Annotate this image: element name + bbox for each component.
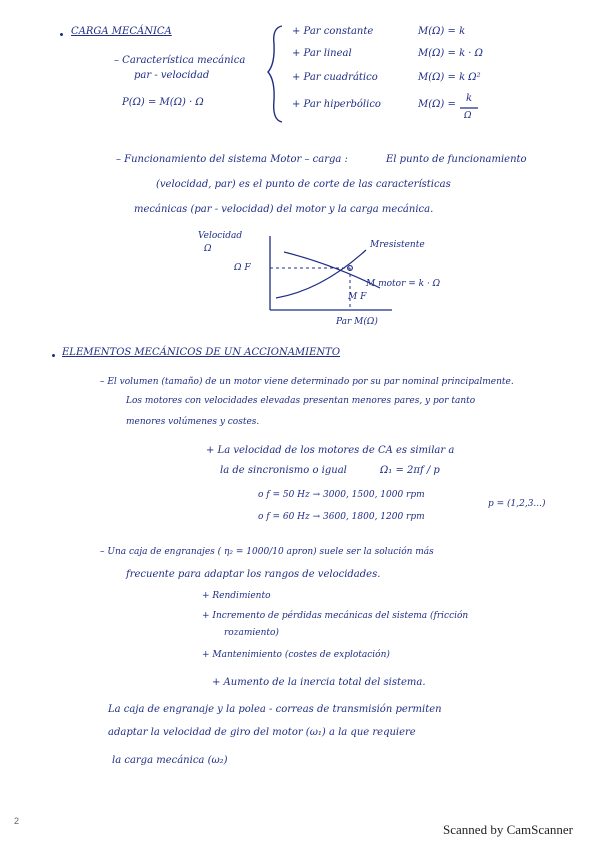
section-title-carga: CARGA MECÁNICA (71, 26, 172, 37)
char-line-2: par - velocidad (134, 70, 210, 81)
gear-line-2: frecuente para adaptar los rangos de velocidades. (126, 569, 381, 580)
gear-item-2-cont: rozamiento) (224, 628, 279, 638)
torque-formula-4: M(Ω) = (418, 99, 456, 110)
hyper-denominator: Ω (464, 111, 472, 121)
torque-name-1: + Par constante (292, 26, 374, 37)
volume-line-2: Los motores con velocidades elevadas presentan menores pares, y por tanto (126, 396, 476, 406)
func-line-1b: El punto de funcionamiento (386, 154, 527, 165)
torque-speed-graph (262, 232, 412, 322)
graph-mf-label: M F (348, 292, 367, 302)
final-line-2: adaptar la velocidad de giro del motor (ω₁) a la que requiere (108, 727, 416, 738)
final-line-1: La caja de engranaje y la polea - correas de transmisión permiten (108, 704, 442, 715)
torque-name-3: + Par cuadrático (292, 72, 378, 83)
torque-name-4: + Par hiperbólico (292, 99, 381, 110)
ca-line-2: la de sincronismo o igual (220, 465, 347, 476)
hyper-numerator: k (466, 93, 473, 104)
func-line-2: (velocidad, par) es el punto de corte de las características (156, 179, 451, 190)
torque-formula-1: M(Ω) = k (418, 26, 466, 37)
curve-mresistente (276, 250, 366, 298)
gear-item-4: + Aumento de la inercia total del sistema. (212, 677, 426, 688)
func-line-3: mecánicas (par - velocidad) del motor y la carga mecánica. (134, 204, 434, 215)
curve-mmotor (284, 252, 380, 288)
graph-omega-f: Ω F (234, 263, 251, 273)
volume-line-3: menores volúmenes y costes. (126, 417, 260, 427)
volume-line-1: – El volumen (tamaño) de un motor viene determinado por su par nominal principalmente. (100, 377, 514, 387)
section-title-elementos: ELEMENTOS MECÁNICOS DE UN ACCIONAMIENTO (62, 347, 341, 358)
page-number: 2 (14, 816, 20, 826)
gear-line-1: – Una caja de engranajes ( η₂ = 1000/10 apron) suele ser la solución más (100, 547, 434, 557)
torque-formula-2: M(Ω) = k · Ω (418, 48, 483, 59)
graph-mmotor-label: M motor = k · Ω (366, 279, 441, 289)
func-line-1a: – Funcionamiento del sistema Motor – carga : (116, 154, 348, 165)
graph-ylabel-symbol: Ω (204, 244, 212, 254)
pole-pairs: p = (1,2,3...) (488, 499, 546, 509)
gear-item-1: + Rendimiento (202, 591, 271, 601)
gear-item-2: + Incremento de pérdidas mecánicas del sistema (fricción (202, 611, 469, 621)
graph-ylabel: Velocidad (198, 231, 243, 241)
sync-formula: Ω₁ = 2πf / p (380, 465, 440, 476)
final-line-3: la carga mecánica (ω₂) (112, 755, 228, 766)
ca-line-1: + La velocidad de los motores de CA es similar a (206, 445, 455, 456)
torque-formula-3: M(Ω) = k Ω² (418, 72, 481, 83)
graph-mres-label: Mresistente (370, 240, 425, 250)
scanner-watermark: Scanned by CamScanner (443, 822, 573, 837)
bullet-dot (60, 33, 63, 36)
torque-name-2: + Par lineal (292, 48, 352, 59)
bullet-dot (52, 354, 55, 357)
graph-xlabel: Par M(Ω) (336, 317, 378, 327)
freq-50hz: o f = 50 Hz → 3000, 1500, 1000 rpm (258, 490, 425, 500)
freq-60hz: o f = 60 Hz → 3600, 1800, 1200 rpm (258, 512, 425, 522)
gear-item-3: + Mantenimiento (costes de explotación) (202, 650, 390, 660)
curly-brace (266, 24, 286, 124)
char-line-1: – Característica mecánica (114, 55, 246, 66)
power-formula: P(Ω) = M(Ω) · Ω (122, 97, 204, 108)
